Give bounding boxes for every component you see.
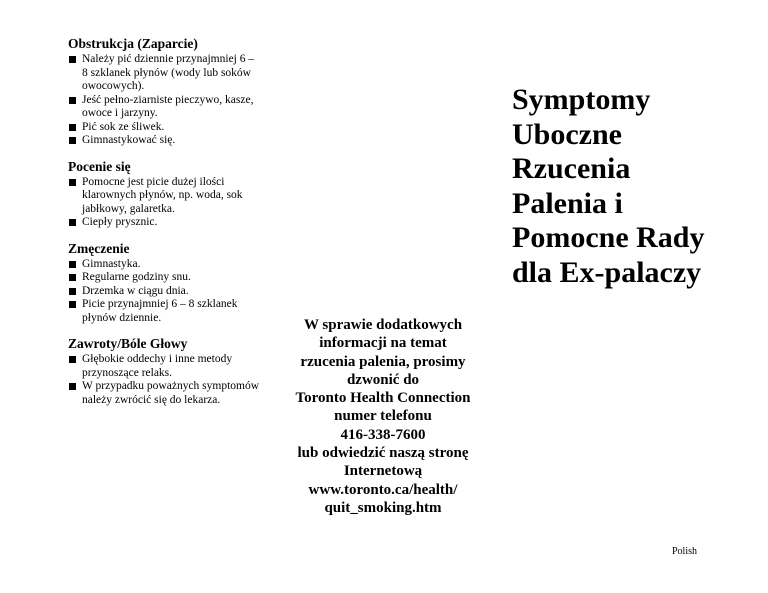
square-bullet-icon xyxy=(69,179,76,186)
section-heading: Pocenie się xyxy=(68,158,131,174)
title-line: dla Ex-palaczy xyxy=(512,255,702,289)
title-line: Symptomy xyxy=(512,83,651,116)
tips-list xyxy=(68,176,260,230)
tips-list xyxy=(68,258,260,326)
section-heading: Zawroty/Bóle Głowy xyxy=(68,336,188,351)
contact-line: dzwonić do xyxy=(346,371,420,388)
list-item: Należy pić dziennie przynajmniej 6 – 8 szklanek płynów (wody lub soków owocowych). xyxy=(68,53,260,94)
phone-number: 416-338-7600 xyxy=(340,426,426,443)
square-bullet-icon xyxy=(69,261,76,268)
list-item: Drzemka w ciągu dnia. xyxy=(68,285,260,299)
list-item: Pomocne jest picie dużej ilości klarownych płynów, np. woda, sok jabłkowy, galaretka. xyxy=(68,176,260,217)
square-bullet-icon xyxy=(69,219,76,226)
list-item: Gimnastyka. xyxy=(68,258,260,272)
contact-line: Internetową xyxy=(343,463,423,480)
section-constipation xyxy=(68,36,260,148)
square-bullet-icon xyxy=(69,97,76,104)
contact-info xyxy=(283,316,483,517)
section-fatigue xyxy=(68,241,260,326)
contact-line: informacji na temat xyxy=(319,335,447,352)
contact-line: lub odwiedzić naszą stronę xyxy=(297,445,469,462)
list-item: Jeść pełno-ziarniste pieczywo, kasze, owoce i jarzyny. xyxy=(68,94,260,121)
section-heading: Obstrukcja (Zaparcie) xyxy=(68,36,198,51)
section-dizziness-headaches xyxy=(68,336,260,407)
square-bullet-icon xyxy=(69,356,76,363)
tips-list xyxy=(68,53,260,148)
list-item: W przypadku poważnych symptomów należy zwrócić się do lekarza. xyxy=(68,380,260,407)
square-bullet-icon xyxy=(69,124,76,131)
document-title xyxy=(512,83,752,290)
list-item: Głębokie oddechy i inne metody przynoszące relaks. xyxy=(68,353,260,380)
symptoms-column xyxy=(68,36,260,407)
section-heading: Zmęczenie xyxy=(68,240,130,256)
list-item: Picie przynajmniej 6 – 8 szklanek płynów dziennie. xyxy=(68,298,260,325)
title-line: Uboczne xyxy=(512,117,622,151)
title-line: Palenia i xyxy=(512,186,623,220)
website-url-continued: quit_smoking.htm xyxy=(324,499,442,516)
tips-list xyxy=(68,353,260,407)
title-line: Rzucenia xyxy=(512,152,631,185)
list-item: Ciepły prysznic. xyxy=(68,216,260,230)
square-bullet-icon xyxy=(69,56,76,63)
square-bullet-icon xyxy=(69,137,76,144)
list-item: Gimnastykować się. xyxy=(68,134,260,148)
organization-name: Toronto Health Connection xyxy=(295,390,471,407)
square-bullet-icon xyxy=(69,274,76,281)
square-bullet-icon xyxy=(69,383,76,390)
square-bullet-icon xyxy=(69,288,76,295)
list-item: Pić sok ze śliwek. xyxy=(68,121,260,135)
contact-line: numer telefonu xyxy=(334,408,432,425)
list-item: Regularne godziny snu. xyxy=(68,271,260,285)
contact-line: rzucenia palenia, prosimy xyxy=(300,353,466,370)
language-label: Polish xyxy=(672,546,698,557)
website-url: www.toronto.ca/health/ xyxy=(308,481,458,498)
section-sweating xyxy=(68,159,260,230)
title-line: Pomocne Rady xyxy=(512,221,705,254)
contact-line: W sprawie dodatkowych xyxy=(303,317,463,333)
square-bullet-icon xyxy=(69,301,76,308)
